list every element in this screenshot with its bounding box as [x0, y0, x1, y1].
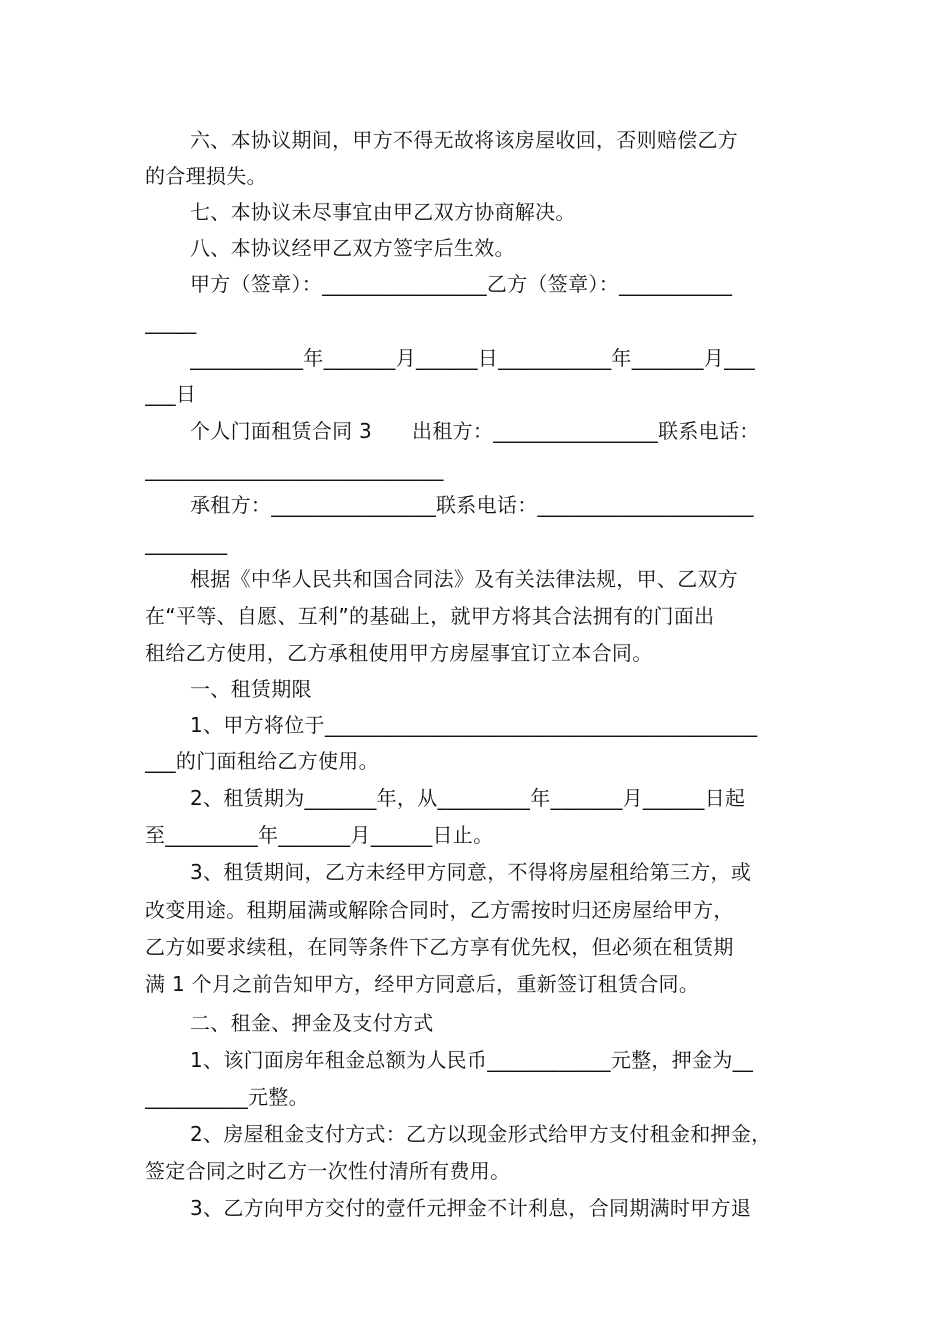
signature-line-1: 甲方（签章）：________________乙方（签章）：___________ — [190, 272, 733, 296]
item-1-2-line-2: 至_________年_______月______日止。 — [145, 823, 494, 847]
preamble-line-1: 根据《中华人民共和国合同法》及有关法律法规，甲、乙双方 — [190, 567, 739, 591]
preamble-line-2: 在“平等、自愿、互利”的基础上，就甲方将其合法拥有的门面出 — [145, 604, 715, 628]
preamble-line-3: 租给乙方使用，乙方承租使用甲方房屋事宜订立本合同。 — [145, 641, 653, 665]
section-1-heading: 一、租赁期限 — [190, 677, 312, 701]
item-1-1-line-2: ___的门面租给乙方使用。 — [145, 749, 379, 773]
item-2-1-line-1: 1、该门面房年租金总额为人民币____________元整，押金为__ — [190, 1048, 754, 1072]
date-line-1: ___________年_______月______日___________年_______月___ — [190, 346, 755, 370]
clause-6-line-2: 的合理损失。 — [145, 164, 267, 188]
clause-6-line-1: 六、本协议期间，甲方不得无故将该房屋收回，否则赔偿乙方 — [190, 128, 739, 152]
clause-8: 八、本协议经甲乙双方签字后生效。 — [190, 236, 515, 260]
item-1-3-line-2: 改变用途。租期届满或解除合同时，乙方需按时归还房屋给甲方， — [145, 898, 734, 922]
item-1-3-line-3: 乙方如要求续租，在同等条件下乙方享有优先权，但必须在租赁期 — [145, 935, 734, 959]
item-1-1-line-1: 1、甲方将位于__________________________________________ — [190, 713, 758, 737]
lessee-line: 承租方：________________联系电话：_____________________ — [190, 493, 754, 517]
date-line-2: ___日 — [145, 382, 197, 406]
lessee-phone-line: ________ — [145, 531, 228, 555]
item-2-2-line-1: 2、房屋租金支付方式：乙方以现金形式给甲方支付租金和押金， — [190, 1122, 772, 1146]
item-2-2-line-2: 签定合同之时乙方一次性付清所有费用。 — [145, 1159, 511, 1183]
item-2-1-line-2: __________元整。 — [145, 1085, 309, 1109]
contract-title-lessor-line: 个人门面租赁合同 3 出租方：________________联系电话： — [190, 419, 760, 443]
item-1-2-line-1: 2、租赁期为_______年，从_________年_______月______日起 — [190, 786, 746, 810]
section-2-heading: 二、租金、押金及支付方式 — [190, 1011, 434, 1035]
item-1-3-line-1: 3、租赁期间，乙方未经甲方同意，不得将房屋租给第三方，或 — [190, 860, 752, 884]
item-2-3-line-1: 3、乙方向甲方交付的壹仟元押金不计利息，合同期满时甲方退 — [190, 1196, 752, 1220]
lessor-phone-line: _____________________________ — [145, 457, 444, 481]
clause-7: 七、本协议未尽事宜由甲乙双方协商解决。 — [190, 200, 576, 224]
item-1-3-line-4: 满 1 个月之前告知甲方，经甲方同意后，重新签订租赁合同。 — [145, 972, 700, 996]
signature-line-2: _____ — [145, 310, 197, 334]
